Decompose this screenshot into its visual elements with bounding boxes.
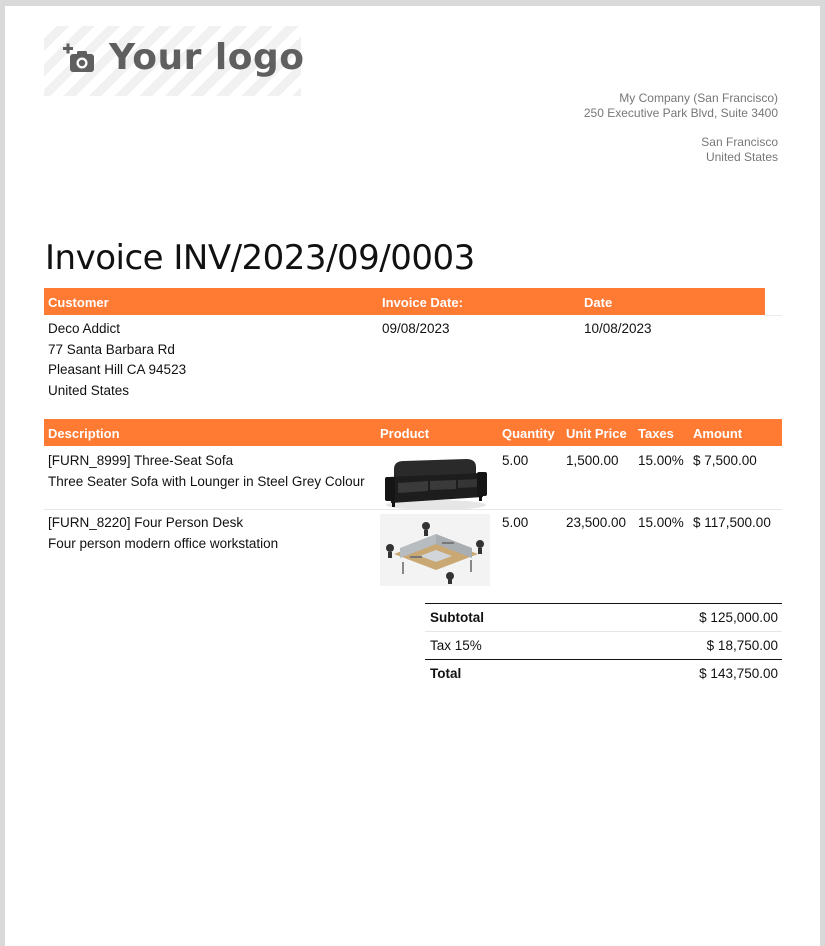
total-value: $ 143,750.00 [699,666,778,681]
company-street: 250 Executive Park Blvd, Suite 3400 [583,106,778,120]
description-header: Description [48,426,120,441]
line-item-quantity: 5.00 [502,515,529,530]
company-city: San Francisco [701,135,778,149]
quantity-header: Quantity [502,426,555,441]
line-item-amount: $ 117,500.00 [693,515,771,530]
company-logo[interactable] [44,26,305,96]
line-item-unit-price: 23,500.00 [566,515,627,530]
customer-street: 77 Santa Barbara Rd [48,341,175,357]
info-table-header [44,288,765,315]
customer-address [48,319,186,402]
invoice-date-value: 09/08/2023 [382,321,450,336]
customer-name: Deco Addict [48,321,121,336]
desk-image [380,514,490,586]
line-item-amount: $ 7,500.00 [693,453,757,468]
line-item-detail: Four person modern office workstation [48,535,279,551]
company-name: My Company (San Francisco) [619,91,778,105]
add-photo-icon [61,43,97,79]
line-item-description [48,513,278,554]
line-item-name: [FURN_8999] Three-Seat Sofa [48,453,234,468]
customer-city: Pleasant Hill CA 94523 [48,362,187,378]
subtotal-label: Subtotal [430,610,484,625]
line-item-unit-price: 1,500.00 [566,453,619,468]
company-address [584,91,778,165]
row-divider [44,509,782,510]
total-row [425,659,782,688]
tax-value: $ 18,750.00 [706,638,778,653]
line-item-detail: Three Seater Sofa with Lounger in Steel Grey Colour [48,473,365,489]
lines-table-header [44,419,782,446]
invoice-title: Invoice INV/2023/09/0003 [45,238,475,278]
line-item-name: [FURN_8220] Four Person Desk [48,515,244,530]
company-country: United States [705,150,778,164]
subtotal-value: $ 125,000.00 [699,610,778,625]
amount-header: Amount [693,426,743,441]
product-header: Product [380,426,430,441]
unit-price-header: Unit Price [566,426,627,441]
line-item-quantity: 5.00 [502,453,529,468]
total-label: Total [430,666,462,681]
line-item-taxes: 15.00% [638,453,684,468]
line-item-taxes: 15.00% [638,515,684,530]
customer-header: Customer [48,295,109,310]
logo-text: Your logo [109,37,305,78]
tax-label: Tax 15% [430,638,482,653]
invoice-date-header: Invoice Date: [382,295,463,310]
subtotal-row [425,603,782,632]
tax-row [425,631,782,660]
date-value: 10/08/2023 [584,321,652,336]
divider [765,315,782,316]
invoice-sheet [5,6,820,946]
taxes-header: Taxes [638,426,674,441]
line-item-description [48,451,365,492]
customer-country: United States [48,383,130,399]
date-header: Date [584,295,613,310]
